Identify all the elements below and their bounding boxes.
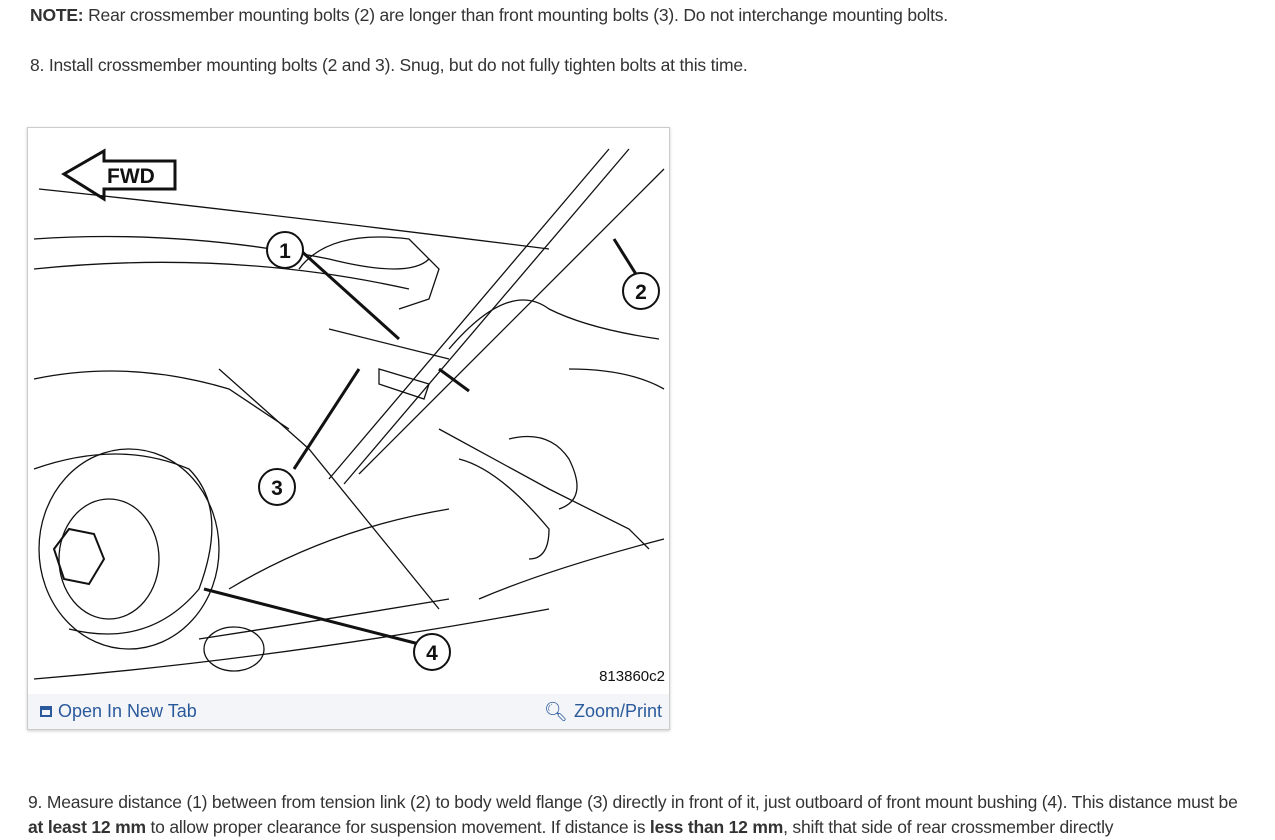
zoom-print-label: Zoom/Print <box>573 701 662 721</box>
callout-1: 1 <box>279 240 291 263</box>
step-9 <box>28 790 1248 840</box>
callout-3: 3 <box>271 477 283 500</box>
figure-footer <box>28 694 669 729</box>
zoom-in-icon: 🔍︎ <box>543 701 568 723</box>
step9-text-1: 9. Measure distance (1) between from tension link (2) to body weld flange (3) directly in front of it, just outboard of front mount bushing (4). This distance must be <box>28 792 1238 812</box>
zoom-print-link[interactable] <box>544 700 662 724</box>
fwd-label: FWD <box>107 165 155 188</box>
callout-4: 4 <box>426 642 438 665</box>
step9-text-2: to allow proper clearance for suspension movement. If distance is <box>145 817 650 837</box>
step9-bold-1: at least 12 mm <box>28 817 146 837</box>
note-paragraph <box>30 5 948 26</box>
note-label: NOTE: <box>30 5 84 25</box>
step9-text-3: , shift that side of rear crossmember directly <box>783 817 1114 837</box>
crossmember-illustration <box>29 129 668 692</box>
step-8: 8. Install crossmember mounting bolts (2 and 3). Snug, but do not fully tighten bolts at this time. <box>30 55 748 75</box>
callout-2: 2 <box>635 281 647 304</box>
figure-id: 813860c2 <box>599 668 665 685</box>
figure <box>27 127 670 730</box>
open-new-tab-icon <box>40 706 52 717</box>
note-text: Rear crossmember mounting bolts (2) are longer than front mounting bolts (3). Do not interchange mounting bolts. <box>83 5 948 25</box>
open-in-new-tab-label: Open In New Tab <box>58 701 197 721</box>
step9-bold-2: less than 12 mm <box>649 817 784 837</box>
open-in-new-tab-link[interactable] <box>40 701 197 722</box>
